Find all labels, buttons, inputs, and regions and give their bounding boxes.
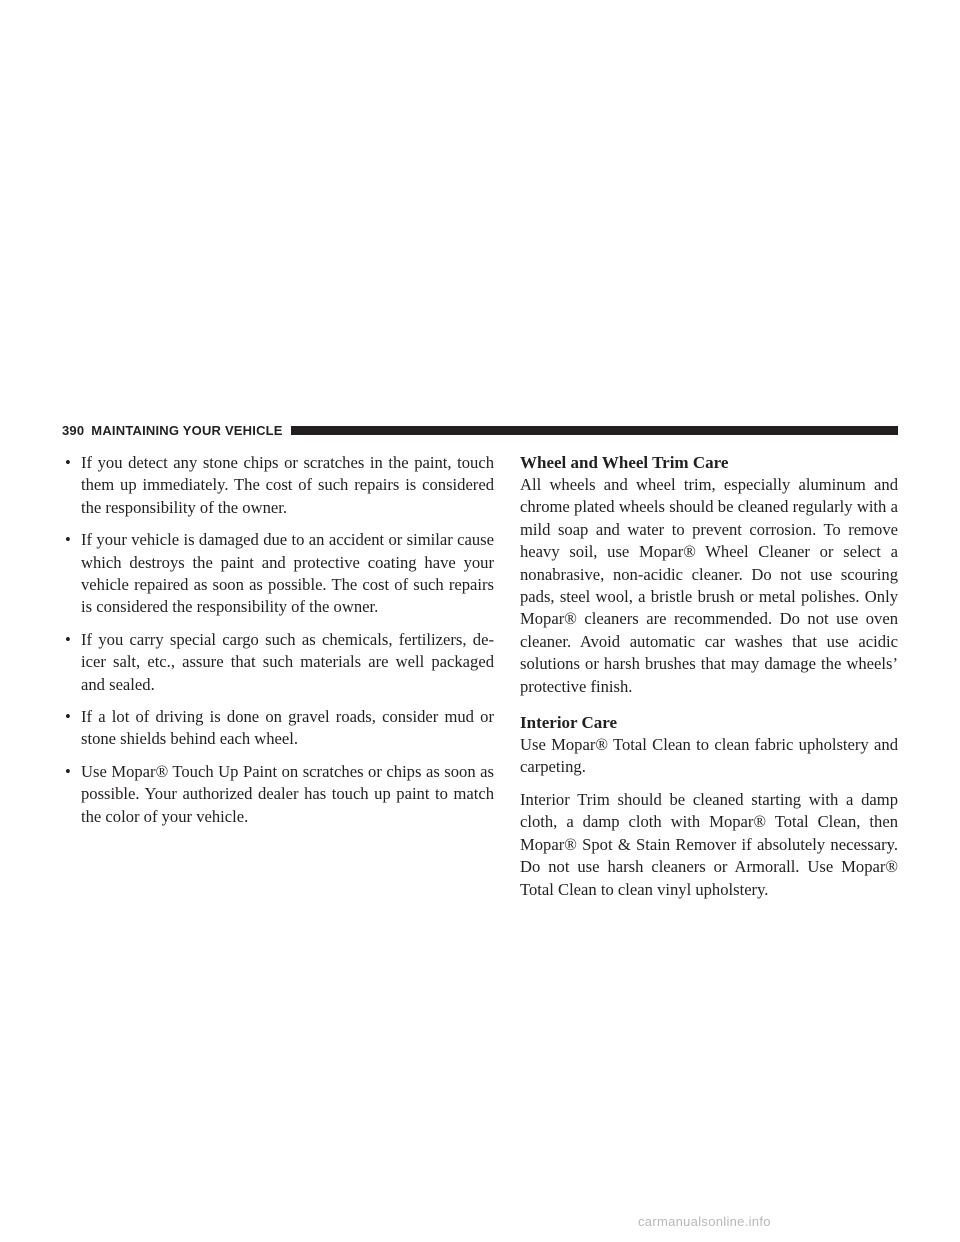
page-header bbox=[62, 422, 898, 438]
list-item bbox=[62, 529, 494, 619]
watermark-logo: carmanualsonline.info bbox=[638, 1214, 771, 1229]
list-item-text: If a lot of driving is done on gravel roads, consider mud or stone shields behind each wheel. bbox=[81, 707, 494, 749]
list-item-text: Use Mopar® Touch Up Paint on scratches or chips as soon as possible. Your authorized dealer has touch up paint to match the color of your vehicle. bbox=[81, 761, 494, 826]
bullet-icon: • bbox=[65, 453, 71, 472]
interior-care-paragraph-2: Interior Trim should be cleaned starting with a damp cloth, a damp cloth with Mopar® Total Clean, then Mopar® Spot & Stain Remover if absolutely necessary. Do not use harsh cleaners or Armorall. Use Mopar® Total Clean to clean vinyl upholstery. bbox=[520, 789, 898, 899]
list-item-text: If you detect any stone chips or scratches in the paint, touch them up immediately. The cost of such repairs is considered the responsibility of the owner. bbox=[81, 453, 494, 517]
interior-care-paragraph-1: Use Mopar® Total Clean to clean fabric upholstery and carpeting. bbox=[520, 735, 898, 777]
interior-care-heading: Interior Care bbox=[520, 713, 618, 733]
header-rule bbox=[291, 426, 898, 435]
wheel-care-paragraph: All wheels and wheel trim, especially aluminum and chrome plated wheels should be cleaned regularly with a mild soap and water to prevent corrosion. To remove heavy soil, use Mopar® Wheel Cleaner or select a nonabrasive, non-acidic cleaner. Do not use scouring pads, steel wool, a bristle brush or metal polishes. Only Mopar® cleaners are recommended. Do not use oven cleaner. Avoid automatic car washes that use acidic solutions or harsh brushes that may damage the wheels’ protective finish. bbox=[520, 475, 898, 696]
list-item bbox=[62, 452, 494, 519]
bullet-list bbox=[62, 452, 494, 828]
right-column bbox=[520, 452, 898, 911]
bullet-icon: • bbox=[65, 530, 71, 550]
left-column bbox=[62, 452, 494, 838]
bullet-icon: • bbox=[65, 761, 71, 781]
page-number: 390 bbox=[62, 422, 85, 438]
wheel-care-heading: Wheel and Wheel Trim Care bbox=[520, 453, 729, 472]
list-item bbox=[62, 629, 494, 696]
list-item bbox=[62, 761, 494, 828]
list-item bbox=[62, 706, 494, 751]
list-item-text: If your vehicle is damaged due to an accident or similar cause which destroys the paint and protective coating have your vehicle repaired as soon as possible. The cost of such repairs is considered the responsibility of the owner. bbox=[81, 530, 494, 617]
bullet-icon: • bbox=[65, 629, 71, 649]
section-title: MAINTAINING YOUR VEHICLE bbox=[91, 422, 283, 438]
bullet-icon: • bbox=[65, 707, 71, 727]
list-item-text: If you carry special cargo such as chemicals, fertilizers, de-icer salt, etc., assure that such materials are well packaged and sealed. bbox=[81, 629, 494, 694]
